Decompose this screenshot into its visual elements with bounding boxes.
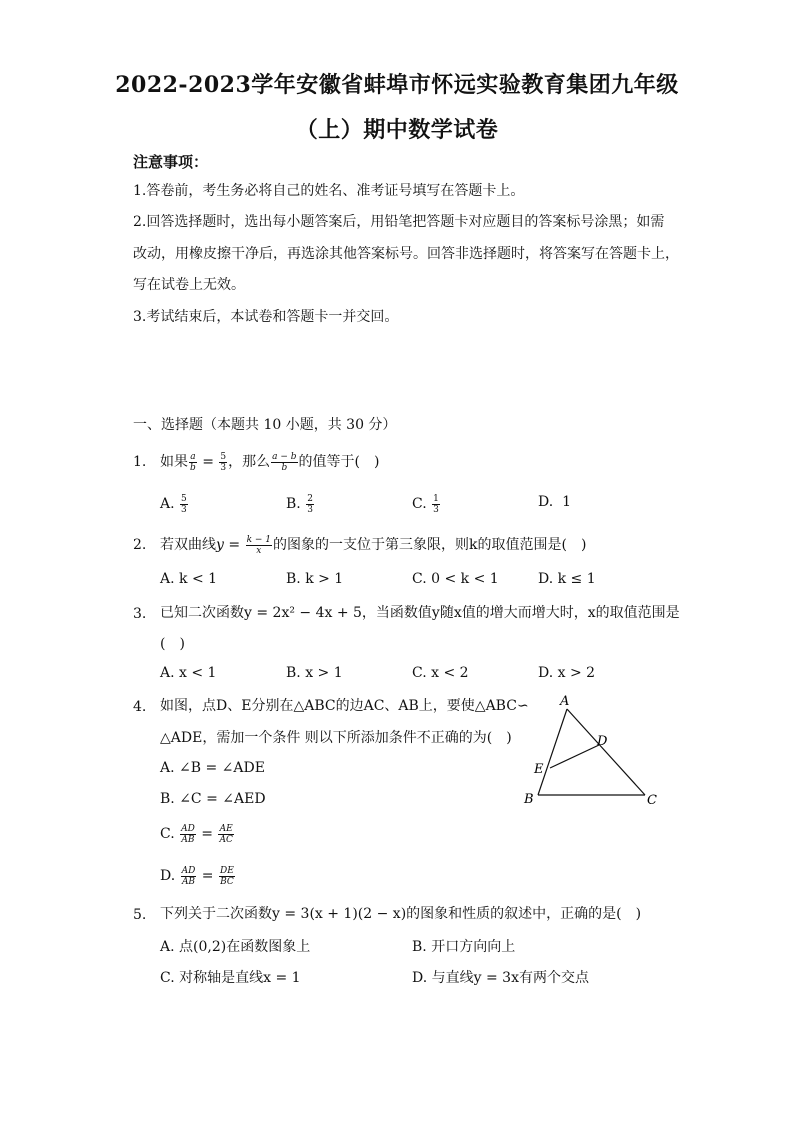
q5-number: 5. <box>133 907 147 923</box>
exam-title-line1: 2022-2023学年安徽省蚌埠市怀远实验教育集团九年级 <box>115 72 679 98</box>
q4-option-c-fraction1: $\frac{AD}{AB}$ <box>181 823 195 845</box>
notes-item-1: 1.答卷前，考生务必将自己的姓名、准考证号填写在答题卡上。 <box>133 183 525 199</box>
q4-option-d-fraction1: $\frac{AD}{AB}$ <box>181 865 196 887</box>
q2-y: y <box>216 537 224 553</box>
q1-option-c-fraction: $\frac{1}{3}$ <box>433 493 439 515</box>
q1-suffix: 的值等于( ) <box>298 454 380 470</box>
q5-stem: 下列关于二次函数y = 3(x + 1)(2 − x)的图象和性质的叙述中，正确的是( ) <box>160 906 642 922</box>
q2-prefix: 若双曲线 <box>160 537 216 553</box>
q1-fraction-5-3: $\frac{5}{3}$ <box>220 451 227 473</box>
q2-option-a[interactable]: A. k < 1 <box>160 571 218 587</box>
q3-stem-line1: 已知二次函数y = 2x² − 4x + 5，当函数值y随x值的增大而增大时，x的取值范围是 <box>160 605 680 621</box>
q2-stem <box>160 531 586 559</box>
segment-de <box>550 745 599 768</box>
q1-option-a-fraction: $\frac{5}{3}$ <box>181 493 187 515</box>
q4-option-d-fraction2: $\frac{DE}{BC}$ <box>220 865 234 887</box>
q1-prefix: 如果 <box>160 454 188 470</box>
q4-option-a[interactable]: A. ∠B = ∠ADE <box>160 760 265 776</box>
q2-option-b[interactable]: B. k > 1 <box>286 571 344 587</box>
q3-number: 3. <box>133 606 147 622</box>
q3-option-c[interactable]: C. x < 2 <box>412 665 469 681</box>
q4-option-c[interactable]: C. $\frac{AD}{AB}$ = $\frac{AE}{AC}$ <box>160 823 233 845</box>
notes-item-2-line3: 写在试卷上无效。 <box>133 277 245 293</box>
q1-mid: ，那么 <box>228 454 271 470</box>
q1-equals: = <box>197 454 219 470</box>
section-heading: 一、选择题（本题共 10 小题，共 30 分） <box>133 417 397 433</box>
notes-item-2-line2: 改动，用橡皮擦干净后，再选涂其他答案标号。回答非选择题时，将答案写在答题卡上， <box>133 246 679 262</box>
q4-option-c-fraction2: $\frac{AE}{AC}$ <box>219 823 233 845</box>
q5-option-a[interactable]: A. 点(0,2)在函数图象上 <box>160 939 311 955</box>
q2-equals: = <box>223 537 245 553</box>
q2-fraction: $\frac{k - 1}{x}$ <box>246 534 272 556</box>
q4-option-d[interactable]: D. $\frac{AD}{AB}$ = $\frac{DE}{BC}$ <box>160 865 234 887</box>
side-ac <box>567 709 645 795</box>
q4-stem-line1: 如图，点D、E分别在△ABC的边AC、AB上，要使△ABC∽ <box>160 698 529 714</box>
q1-stem <box>160 448 379 476</box>
triangle-figure <box>515 695 675 810</box>
q3-stem-line2: ( ) <box>160 636 185 652</box>
q5-option-b[interactable]: B. 开口方向向上 <box>412 939 516 955</box>
vertex-label-d: D <box>597 734 608 749</box>
q1-option-b[interactable]: B. $\frac{2}{3}$ <box>286 493 313 515</box>
q1-option-c[interactable]: C. $\frac{1}{3}$ <box>412 493 439 515</box>
q1-number: 1. <box>133 454 147 470</box>
q4-stem-line2: △ADE，需加一个条件 则以下所添加条件不正确的为( ) <box>160 730 512 746</box>
vertex-label-a: A <box>560 695 570 709</box>
q4-option-b[interactable]: B. ∠C = ∠AED <box>160 791 266 807</box>
q2-option-d[interactable]: D. k ≤ 1 <box>538 571 596 587</box>
q5-option-d[interactable]: D. 与直线y = 3x有两个交点 <box>412 970 589 986</box>
q1-option-d[interactable]: D. 1 <box>538 494 572 510</box>
vertex-label-c: C <box>647 793 657 808</box>
vertex-label-b: B <box>524 792 534 807</box>
q3-option-a[interactable]: A. x < 1 <box>160 665 217 681</box>
q1-fraction-amb-b: $\frac{a - b}{b}$ <box>272 451 297 473</box>
q1-option-b-fraction: $\frac{2}{3}$ <box>307 493 313 515</box>
q1-option-a[interactable]: A. $\frac{5}{3}$ <box>160 493 187 515</box>
notes-item-2-line1: 2.回答选择题时，选出每小题答案后，用铅笔把答题卡对应题目的答案标号涂黑；如需 <box>133 214 665 230</box>
q4-number: 4. <box>133 699 147 715</box>
q3-option-b[interactable]: B. x > 1 <box>286 665 343 681</box>
q2-option-c[interactable]: C. 0 < k < 1 <box>412 571 499 587</box>
vertex-label-e: E <box>534 762 544 777</box>
notes-heading: 注意事项： <box>133 153 209 171</box>
q3-option-d[interactable]: D. x > 2 <box>538 665 596 681</box>
exam-title-line2: （上）期中数学试卷 <box>295 117 499 143</box>
q1-fraction-a-b: $\frac{a}{b}$ <box>190 451 196 473</box>
q2-number: 2. <box>133 537 147 553</box>
side-ab <box>538 709 567 795</box>
q2-suffix: 的图象的一支位于第三象限，则k的取值范围是( ) <box>273 537 587 553</box>
notes-item-3: 3.考试结束后，本试卷和答题卡一并交回。 <box>133 309 399 325</box>
q5-option-c[interactable]: C. 对称轴是直线x = 1 <box>160 970 301 986</box>
